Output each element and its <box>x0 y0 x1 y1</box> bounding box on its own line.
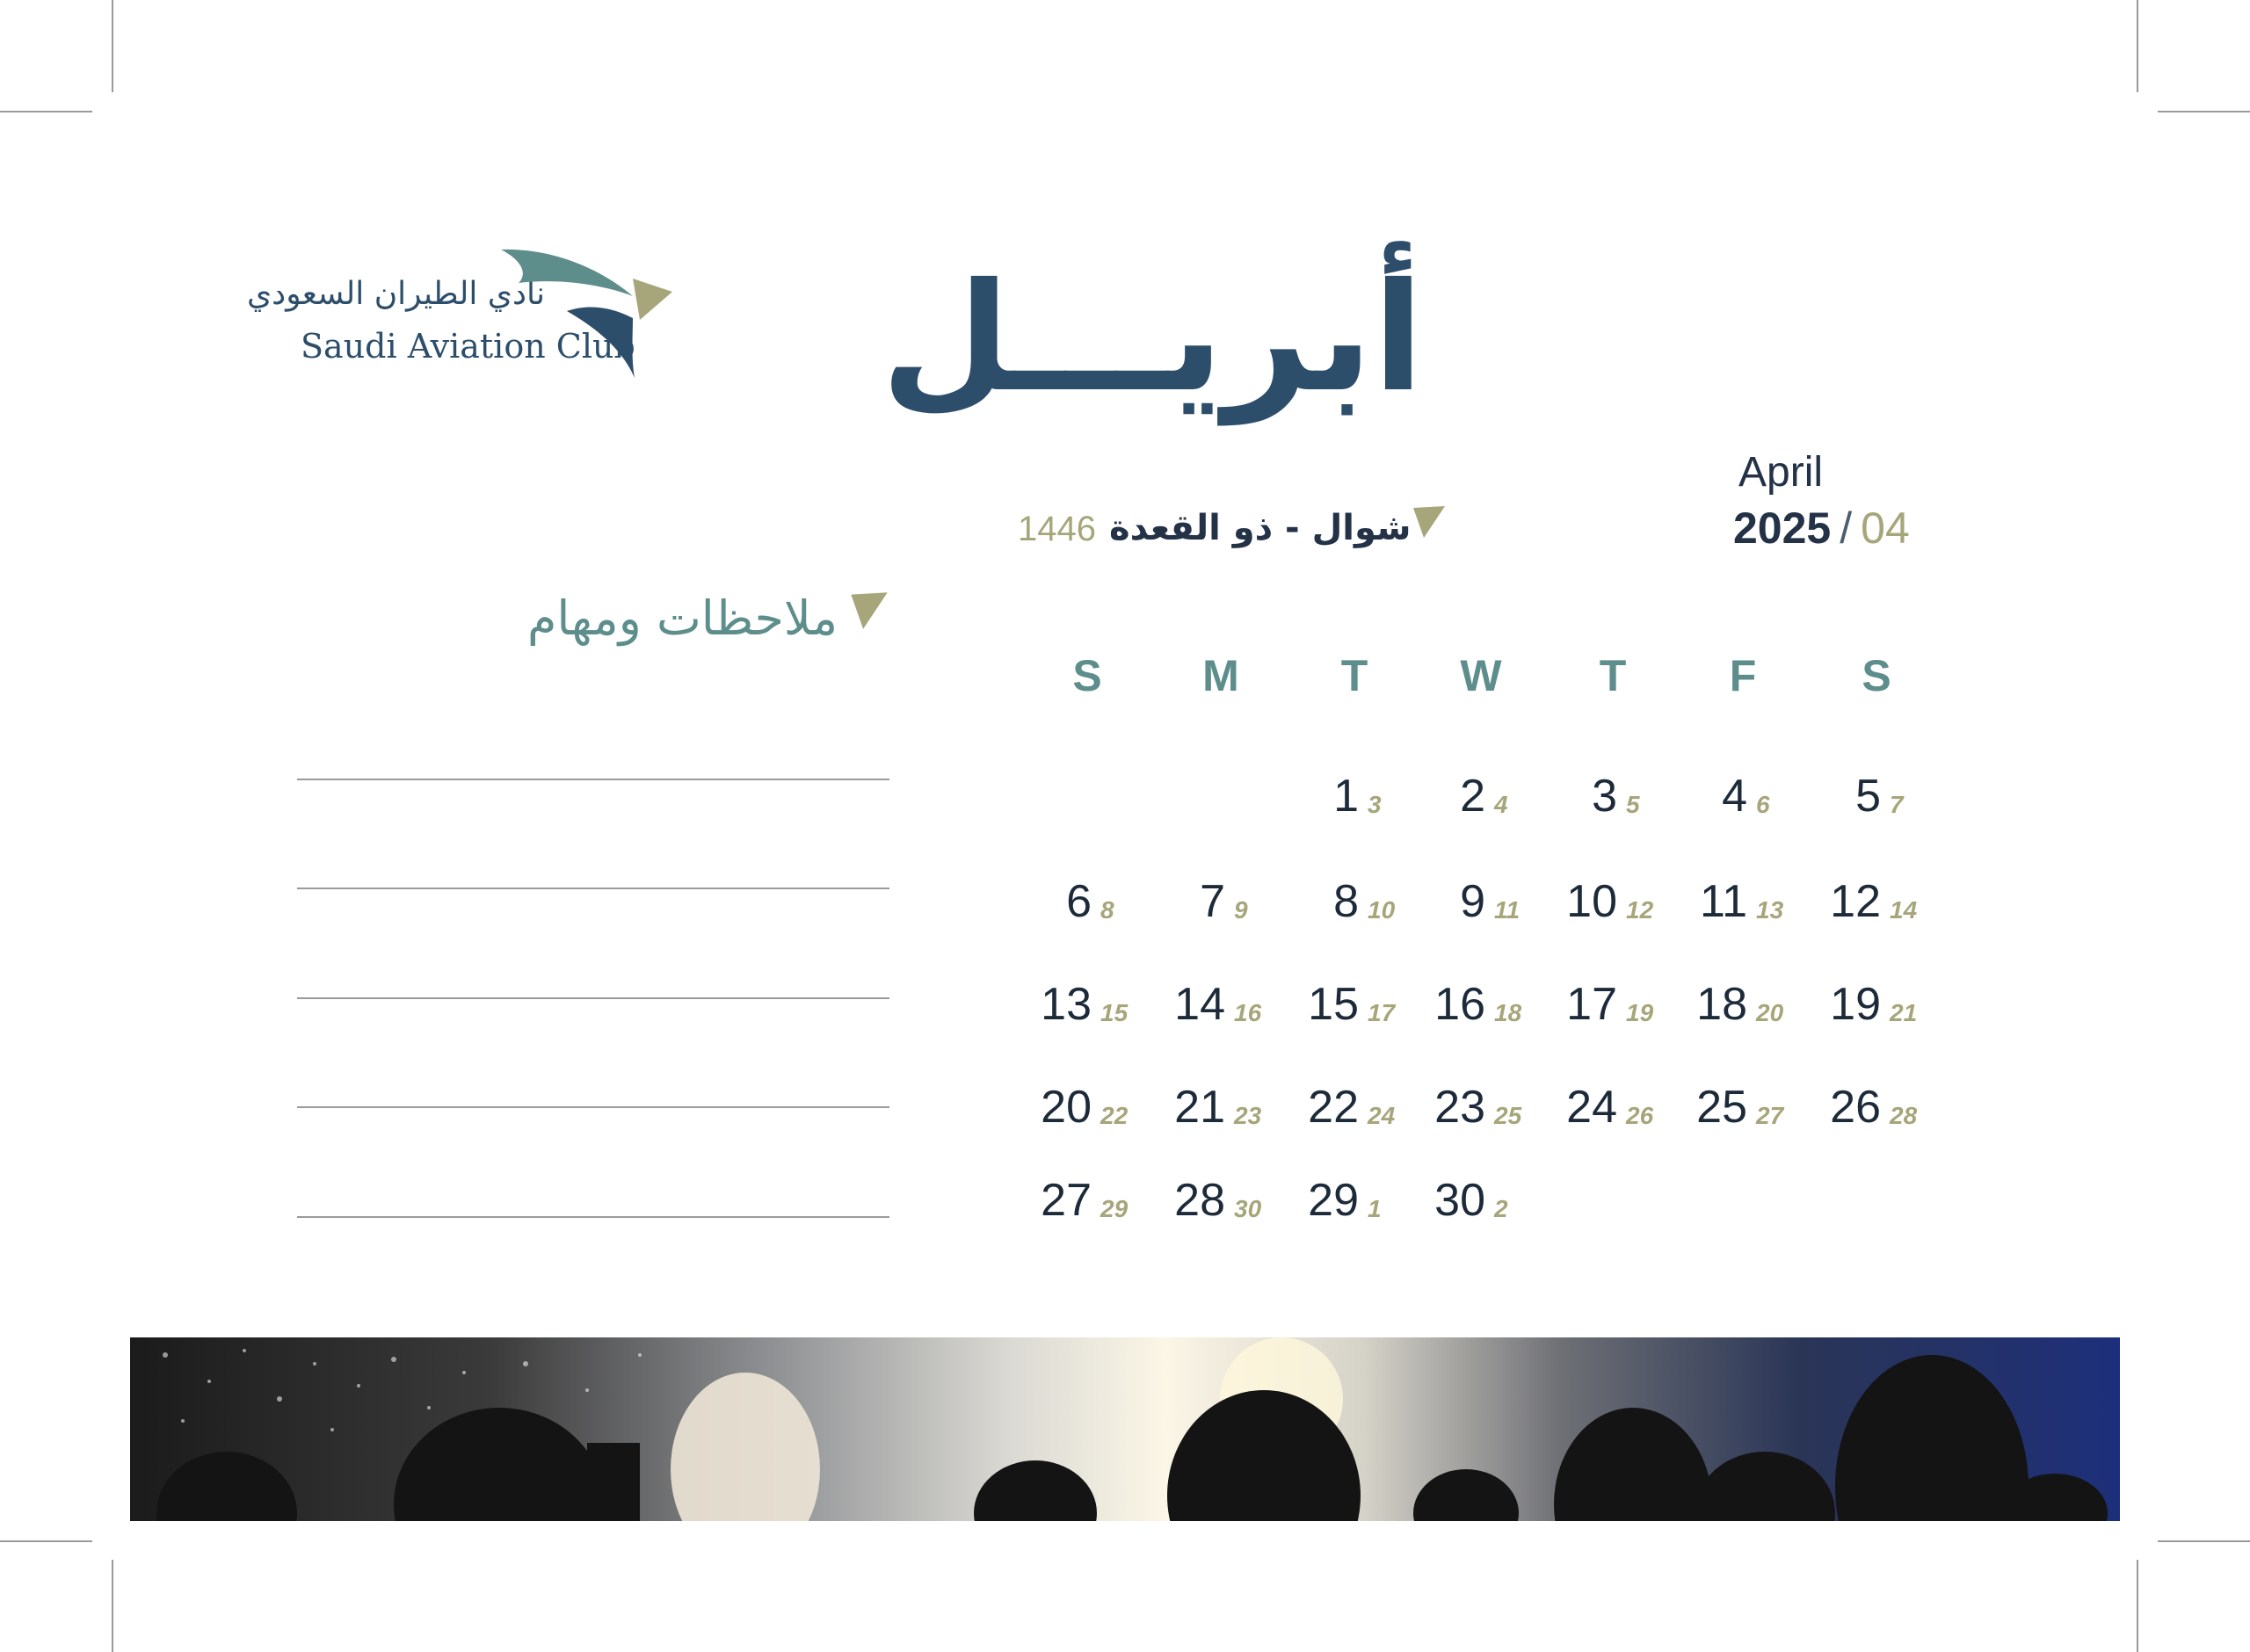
crop-mark <box>112 1560 113 1652</box>
calendar-day[interactable] <box>1552 1081 1675 1151</box>
calendar-day[interactable] <box>1816 875 1939 946</box>
calendar-day[interactable] <box>1027 978 1150 1048</box>
weekday-header: S <box>1862 651 1893 700</box>
gregorian-day: 28 <box>1174 1175 1225 1226</box>
hijri-day: 1 <box>1368 1195 1382 1222</box>
year-month <box>1733 503 1910 554</box>
logo-arabic-name: نادي الطيران السعودي <box>246 276 545 312</box>
calendar-day[interactable] <box>1552 770 1675 840</box>
calendar-day[interactable] <box>1294 770 1417 840</box>
calendar-day[interactable] <box>1027 1081 1150 1151</box>
gregorian-day: 29 <box>1308 1175 1359 1226</box>
hijri-day: 13 <box>1756 896 1784 924</box>
hijri-day: 6 <box>1756 791 1770 818</box>
calendar-day[interactable] <box>1294 875 1417 946</box>
pointer-arrow-icon <box>849 591 889 631</box>
weekday-header: F <box>1729 651 1759 700</box>
gregorian-day: 5 <box>1855 771 1881 822</box>
gregorian-day: 8 <box>1333 876 1359 927</box>
note-line[interactable] <box>297 997 889 999</box>
banner-photo <box>130 1337 2120 1521</box>
gregorian-day: 23 <box>1434 1082 1485 1133</box>
calendar-day[interactable] <box>1682 770 1805 840</box>
hijri-day: 24 <box>1368 1102 1396 1129</box>
gregorian-day: 24 <box>1566 1082 1617 1133</box>
gregorian-day: 9 <box>1460 876 1485 927</box>
pointer-arrow-icon <box>1412 504 1447 540</box>
calendar-day[interactable] <box>1027 875 1150 946</box>
hijri-day: 8 <box>1100 896 1114 924</box>
calendar-day[interactable] <box>1027 1174 1150 1244</box>
hijri-day: 22 <box>1100 1102 1129 1129</box>
calendar-day[interactable] <box>1682 875 1805 946</box>
weekday-header: M <box>1202 651 1241 700</box>
gregorian-day: 19 <box>1830 979 1881 1030</box>
gregorian-day: 17 <box>1566 979 1617 1030</box>
hijri-months: شوال - ذو القعدة <box>1109 508 1412 548</box>
calendar-day[interactable] <box>1816 1081 1939 1151</box>
date-separator: / <box>1840 504 1853 553</box>
calendar-day[interactable] <box>1160 875 1283 946</box>
gregorian-day: 3 <box>1592 771 1617 822</box>
hijri-day: 10 <box>1368 896 1396 924</box>
gregorian-day: 30 <box>1434 1175 1485 1226</box>
gregorian-day: 11 <box>1700 876 1747 927</box>
weekday-header: S <box>1072 651 1104 700</box>
hijri-day: 14 <box>1890 896 1918 924</box>
hijri-day: 28 <box>1890 1102 1918 1129</box>
crop-mark <box>0 111 92 112</box>
month-title-arabic: أبريـــل <box>881 251 1424 425</box>
crowd-silhouette <box>130 1337 2120 1521</box>
gregorian-day: 26 <box>1830 1082 1881 1133</box>
crop-mark <box>2158 111 2250 112</box>
hijri-day: 27 <box>1756 1102 1784 1129</box>
gregorian-day: 18 <box>1696 979 1747 1030</box>
calendar-day[interactable] <box>1682 978 1805 1048</box>
calendar-day[interactable] <box>1816 770 1939 840</box>
gregorian-day: 14 <box>1174 979 1225 1030</box>
calendar-day[interactable] <box>1160 1081 1283 1151</box>
crop-mark <box>112 0 113 92</box>
hijri-day: 25 <box>1494 1102 1522 1129</box>
calendar-day[interactable] <box>1552 875 1675 946</box>
crop-mark <box>2158 1540 2250 1542</box>
hijri-day: 11 <box>1494 896 1521 924</box>
gregorian-day: 6 <box>1066 876 1092 927</box>
hijri-day: 29 <box>1100 1195 1129 1222</box>
note-line[interactable] <box>297 1106 889 1108</box>
hijri-day: 23 <box>1234 1102 1262 1129</box>
hijri-day: 12 <box>1626 896 1654 924</box>
hijri-day: 5 <box>1626 791 1640 818</box>
weekday-header: W <box>1460 651 1504 700</box>
calendar-day[interactable] <box>1552 978 1675 1048</box>
gregorian-day: 15 <box>1308 979 1359 1030</box>
month-title-english: April <box>1738 449 1824 496</box>
calendar-day[interactable] <box>1420 978 1543 1048</box>
gregorian-day: 1 <box>1333 771 1359 822</box>
gregorian-day: 22 <box>1308 1082 1359 1133</box>
note-line[interactable] <box>297 1216 889 1218</box>
crop-mark <box>0 1540 92 1542</box>
hijri-day: 7 <box>1890 791 1904 818</box>
calendar-day[interactable] <box>1420 1174 1543 1244</box>
note-line[interactable] <box>297 888 889 889</box>
gregorian-day: 13 <box>1041 979 1092 1030</box>
gregorian-day: 4 <box>1722 771 1747 822</box>
calendar-day[interactable] <box>1294 978 1417 1048</box>
year: 2025 <box>1733 504 1832 553</box>
hijri-day: 18 <box>1494 999 1522 1026</box>
hijri-day: 21 <box>1890 999 1918 1026</box>
hijri-day: 26 <box>1626 1102 1654 1129</box>
gregorian-day: 16 <box>1434 979 1485 1030</box>
gregorian-day: 10 <box>1566 876 1617 927</box>
crop-mark <box>2137 0 2138 92</box>
hijri-day: 17 <box>1368 999 1396 1026</box>
calendar-day[interactable] <box>1294 1174 1417 1244</box>
calendar-day[interactable] <box>1420 875 1543 946</box>
hijri-day: 16 <box>1234 999 1262 1026</box>
gregorian-day: 25 <box>1696 1082 1747 1133</box>
notes-title: ملاحظات ومهام <box>527 591 838 646</box>
hijri-day: 19 <box>1626 999 1654 1026</box>
note-line[interactable] <box>297 779 889 780</box>
gregorian-day: 12 <box>1830 876 1881 927</box>
hijri-day: 3 <box>1368 791 1382 818</box>
hijri-year: 1446 <box>1018 510 1096 548</box>
gregorian-day: 2 <box>1460 771 1485 822</box>
gregorian-day: 7 <box>1200 876 1225 927</box>
calendar-day[interactable] <box>1420 1081 1543 1151</box>
saudi-aviation-club-logo <box>246 248 677 380</box>
month-number: 04 <box>1861 504 1910 553</box>
gregorian-day: 27 <box>1041 1175 1092 1226</box>
hijri-day: 9 <box>1234 896 1248 924</box>
gregorian-day: 21 <box>1174 1082 1225 1133</box>
calendar-day[interactable] <box>1682 1081 1805 1151</box>
logo-wing-icon <box>501 248 677 380</box>
weekday-header: T <box>1599 651 1629 700</box>
weekday-header: T <box>1340 651 1370 700</box>
hijri-day: 4 <box>1494 791 1508 818</box>
hijri-day: 30 <box>1234 1195 1262 1222</box>
calendar-day[interactable] <box>1420 770 1543 840</box>
calendar-day[interactable] <box>1816 978 1939 1048</box>
hijri-date <box>1018 504 1457 554</box>
hijri-day: 15 <box>1100 999 1129 1026</box>
calendar-day[interactable] <box>1160 978 1283 1048</box>
crop-mark <box>2137 1560 2138 1652</box>
calendar-day[interactable] <box>1294 1081 1417 1151</box>
logo-english-name: Saudi Aviation Club <box>301 327 635 366</box>
calendar-day[interactable] <box>1160 1174 1283 1244</box>
hijri-day: 2 <box>1494 1195 1508 1222</box>
hijri-day: 20 <box>1756 999 1784 1026</box>
gregorian-day: 20 <box>1041 1082 1092 1133</box>
